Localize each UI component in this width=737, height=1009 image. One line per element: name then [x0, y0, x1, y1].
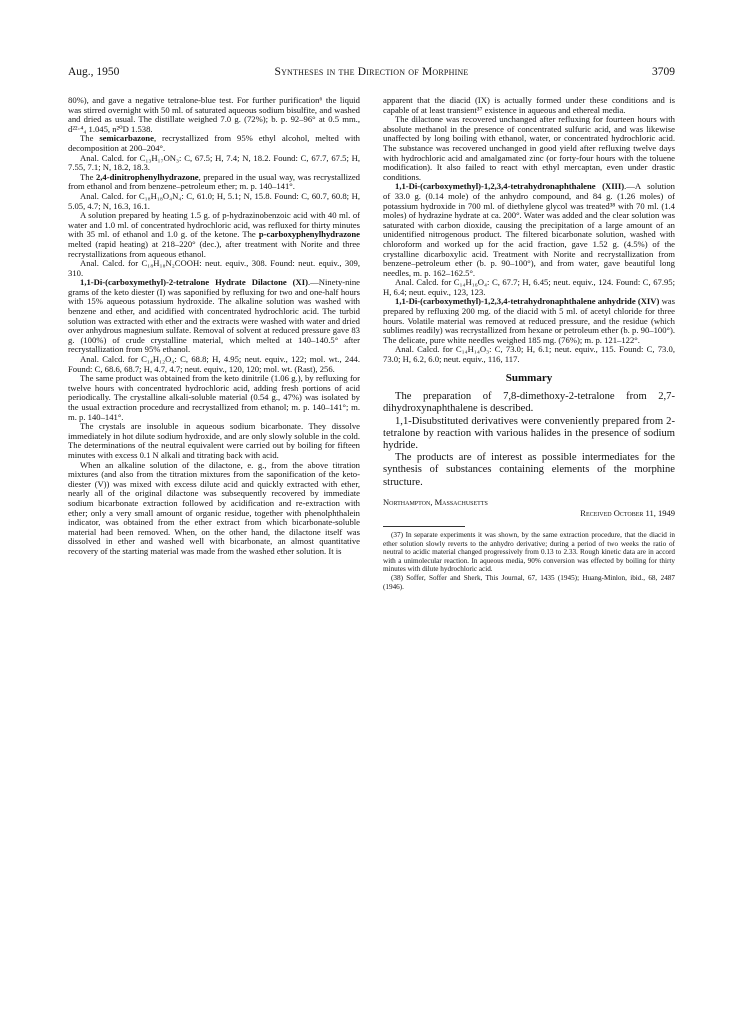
left-column [68, 96, 360, 557]
analysis-line: Anal. Calcd. for C₁₄H₁₆O₄: C, 67.7; H, 6.45; neut. equiv., 124. Found: C, 67.95; H, 6.4; neut. equiv., 123, 123. [383, 277, 675, 297]
summary-item: The preparation of 7,8-dimethoxy-2-tetralone from 2,7-dihydroxynaphthalene is described. [383, 391, 675, 415]
paragraph: The 2,4-dinitrophenylhydrazone, prepared in the usual way, was recrystallized from ethanol and from benzene–petroleum ether; m. p. 140–141°. [68, 171, 360, 192]
section-heading: 1,1-Di-(carboxymethyl)-1,2,3,4-tetrahydronaphthalene anhydride (XIV) [395, 296, 660, 307]
received-date: Received October 11, 1949 [580, 508, 675, 519]
compound-name: p-carboxyphenylhydrazone [258, 229, 360, 240]
header-title: Syntheses in the Direction of Morphine [274, 66, 469, 78]
paragraph: The dilactone was recovered unchanged after refluxing for fourteen hours with absolute methanol in the presence of concentrated sulfuric acid, and was likewise unaffected by long boiling with ethanol, water, or concentrated hydrochloric acid. The substance was recovered unchanged in good yield after refluxing twelve days with hydrochloric acid and amalgamated zinc (or forty-four hours with the toluene modification). It also failed to react with ethyl mercaptan, even under drastic conditions. [383, 114, 675, 182]
right-column [383, 96, 675, 591]
footnote-divider [383, 526, 465, 527]
compound-name: semicarbazone [99, 133, 154, 144]
summary-title: Summary [505, 371, 553, 384]
paragraph: The same product was obtained from the keto dinitrile (1.06 g.), by refluxing for twelve hours with concentrated hydrochloric acid, adding fresh portions of acid periodically. The crystalline alkali-soluble material (0.54 g., 47%) was isolated by the usual extraction procedure and recrystallized from ethanol; m. p. 140–141°; m. m. p. 140–141°. [68, 373, 360, 422]
paragraph: A solution prepared by heating 1.5 g. of p-hydrazinobenzoic acid with 40 ml. of water and 1.0 ml. of concentrated hydrochloric acid, was refluxed for thirty minutes with 35 ml. of ethanol and 1.0 g. of the ketone. The p-carboxyphenylhydrazone melted (rapid heating) at 218–220° (dec.), after treatment with Norite and three recrystallizations from aqueous ethanol. [68, 210, 360, 259]
paragraph: 1,1-Di-(carboxymethyl)-2-tetralone Hydrate Dilactone (XI).—Ninety-nine grams of the keto diester (I) was saponified by refluxing for two and one-half hours with 15% aqueous potassium hydroxide. The alkaline solution was washed with benzene and ether, and acidified with concentrated hydrochloric acid. The turbid solution was extracted with ether and the extracts were washed with water and dried over anhydrous magnesium sulfate. Removal of solvent at reduced pressure gave 83 g. (100%) of crude crystalline material, which melted at 140–140.5° after recrystallization from 95% ethanol. [68, 277, 360, 355]
running-header [68, 66, 675, 82]
footnote: (37) In separate experiments it was shown, by the same extraction procedure, that the diacid in ether solution slowly reverts to the anhydro derivative; during a period of two weeks the ratio of neutral to acidic material changed progressively from 0.13 to 2.33. Rough kinetic data are in accord with a unimolecular reaction. In aqueous media, 90% conversion was effected by boiling for thirty minutes with dilute hydrochloric acid. [383, 531, 675, 574]
paragraph: 1,1-Di-(carboxymethyl)-1,2,3,4-tetrahydronaphthalene anhydride (XIV) was prepared by refluxing 200 mg. of the diacid with 5 ml. of acetyl chloride for three hours. Volatile material was removed at reduced pressure, and the residue (which sublimes readily) was recrystallized from hexane or petroleum ether (b. p. 90–100°). The delicate, pure white needles weighed 185 mg. (76%); m. p. 121–122°. [383, 296, 675, 345]
summary-item: 1,1-Disubstituted derivatives were conveniently prepared from 2-tetralone by reaction with various halides in the presence of sodium hydride. [383, 415, 675, 452]
footnotes [383, 531, 675, 591]
paragraph: When an alkaline solution of the dilactone, e. g., from the above titration mixtures (and also from the titration mixtures from the saponification of the keto-diester (V)) was mixed with excess dilute acid and quickly extracted with ether, nearly all of the original dilactone was subsequently recovered by immediate sodium bicarbonate extraction followed by acidification and re-extraction with ether; only a very small amount of organic residue, together with phenolphthalein indicator, was obtained from the ether extract from which bicarbonate-soluble material had been removed. When, on the other hand, the dilactone itself was dissolved in ether and washed well with bicarbonate, an almost quantitative recovery of the starting material was made from the washed ether solution. It is [68, 459, 360, 556]
analysis-line: Anal. Calcd. for C₁₈H₁₈O₄N₄: C, 61.0; H, 5.1; N, 15.8. Found: C, 60.7, 60.8; H, 5.05, 4.7; N, 16.3, 16.1. [68, 190, 360, 211]
header-page-number: 3709 [652, 66, 675, 78]
compound-name: 2,4-dinitrophenylhydrazone [95, 171, 199, 182]
paragraph: 1,1-Di-(carboxymethyl)-1,2,3,4-tetrahydronaphthalene (XIII).—A solution of 33.0 g. (0.14 mole) of the anhydro compound, and 84 g. (1.26 moles) of potassium hydroxide in 700 ml. of diethylene glycol was treated³⁸ with 70 ml. (1.4 moles) of hydrazine hydrate at ca. 200°. Water was added and the clear solution was saturated with carbon dioxide, causing the precipitation of a large amount of an unidentified nitrogenous product. The filtered bicarbonate solution, washed with chloroform and worked up for the acid fraction, gave 1.52 g. (4.5%) of the crystalline dicarboxylic acid. Treatment with Norite and recrystallization from benzene–petroleum ether (b. p. 90–100°), and from water, gave beautiful long needles, m. p. 162–162.5°. [383, 181, 675, 278]
analysis-line: Anal. Calcd. for C₁₄H₁₂O₄: C, 68.8; H, 4.95; neut. equiv., 122; mol. wt., 244. Found: C, 68.6, 68.7; H, 4.7, 4.7; neut. equiv., 120, 120; mol. wt. (Rast), 256. [68, 354, 360, 374]
paragraph: apparent that the diacid (IX) is actually formed under these conditions and is capable of at least transient³⁷ existence in aqueous and ethereal media. [383, 95, 675, 115]
analysis-line: Anal. Calcd. for C₁₃H₁₇ON₃: C, 67.5; H, 7.4; N, 18.2. Found: C, 67.7, 67.5; H, 7.55, 7.1; N, 18.2, 18.3. [68, 152, 360, 173]
summary-section [383, 371, 675, 489]
summary-item: The products are of interest as possible intermediates for the synthesis of substances containing elements of the morphine structure. [383, 452, 675, 488]
footnote: (38) Soffer, Soffer and Sherk, This Journal, 67, 1435 (1945); Huang-Minlon, ibid., 68, 2487 (1946). [383, 574, 675, 591]
affiliation: Northampton, Massachusetts [383, 496, 488, 507]
paragraph: The semicarbazone, recrystallized from 95% ethyl alcohol, melted with decomposition at 200–204°. [68, 133, 360, 153]
section-heading: 1,1-Di-(carboxymethyl)-1,2,3,4-tetrahydronaphthalene (XIII) [395, 181, 625, 192]
paragraph: 80%), and gave a negative tetralone-blue test. For further purification⁶ the liquid was stirred overnight with 50 ml. of saturated aqueous sodium bisulfite, and washed and dried as usual. The distillate weighed 7.0 g. (72%); b. p. 92–96° at 0.5 mm., d²²·⁴₄ 1.045, n²⁰D 1.538. [68, 95, 360, 134]
analysis-line: Anal. Calcd. for C₁₈H₁₈N₂COOH: neut. equiv., 308. Found: neut. equiv., 309, 310. [68, 258, 360, 278]
paragraph: The crystals are insoluble in aqueous sodium bicarbonate. They dissolve immediately in hot dilute sodium hydroxide, and are only slowly soluble in the cold. The determinations of the neutral equivalent were carried out by boiling for fifteen minutes with excess 0.1 N alkali and titrating back with acid. [68, 421, 360, 460]
header-date: Aug., 1950 [68, 66, 120, 78]
analysis-line: Anal. Calcd. for C₁₄H₁₄O₃: C, 73.0; H, 6.1; neut. equiv., 115. Found: C, 73.0, 73.0; H, 6.2, 6.0; neut. equiv., 116, 117. [383, 344, 675, 365]
section-heading: 1,1-Di-(carboxymethyl)-2-tetralone Hydrate Dilactone (XI) [80, 277, 309, 288]
